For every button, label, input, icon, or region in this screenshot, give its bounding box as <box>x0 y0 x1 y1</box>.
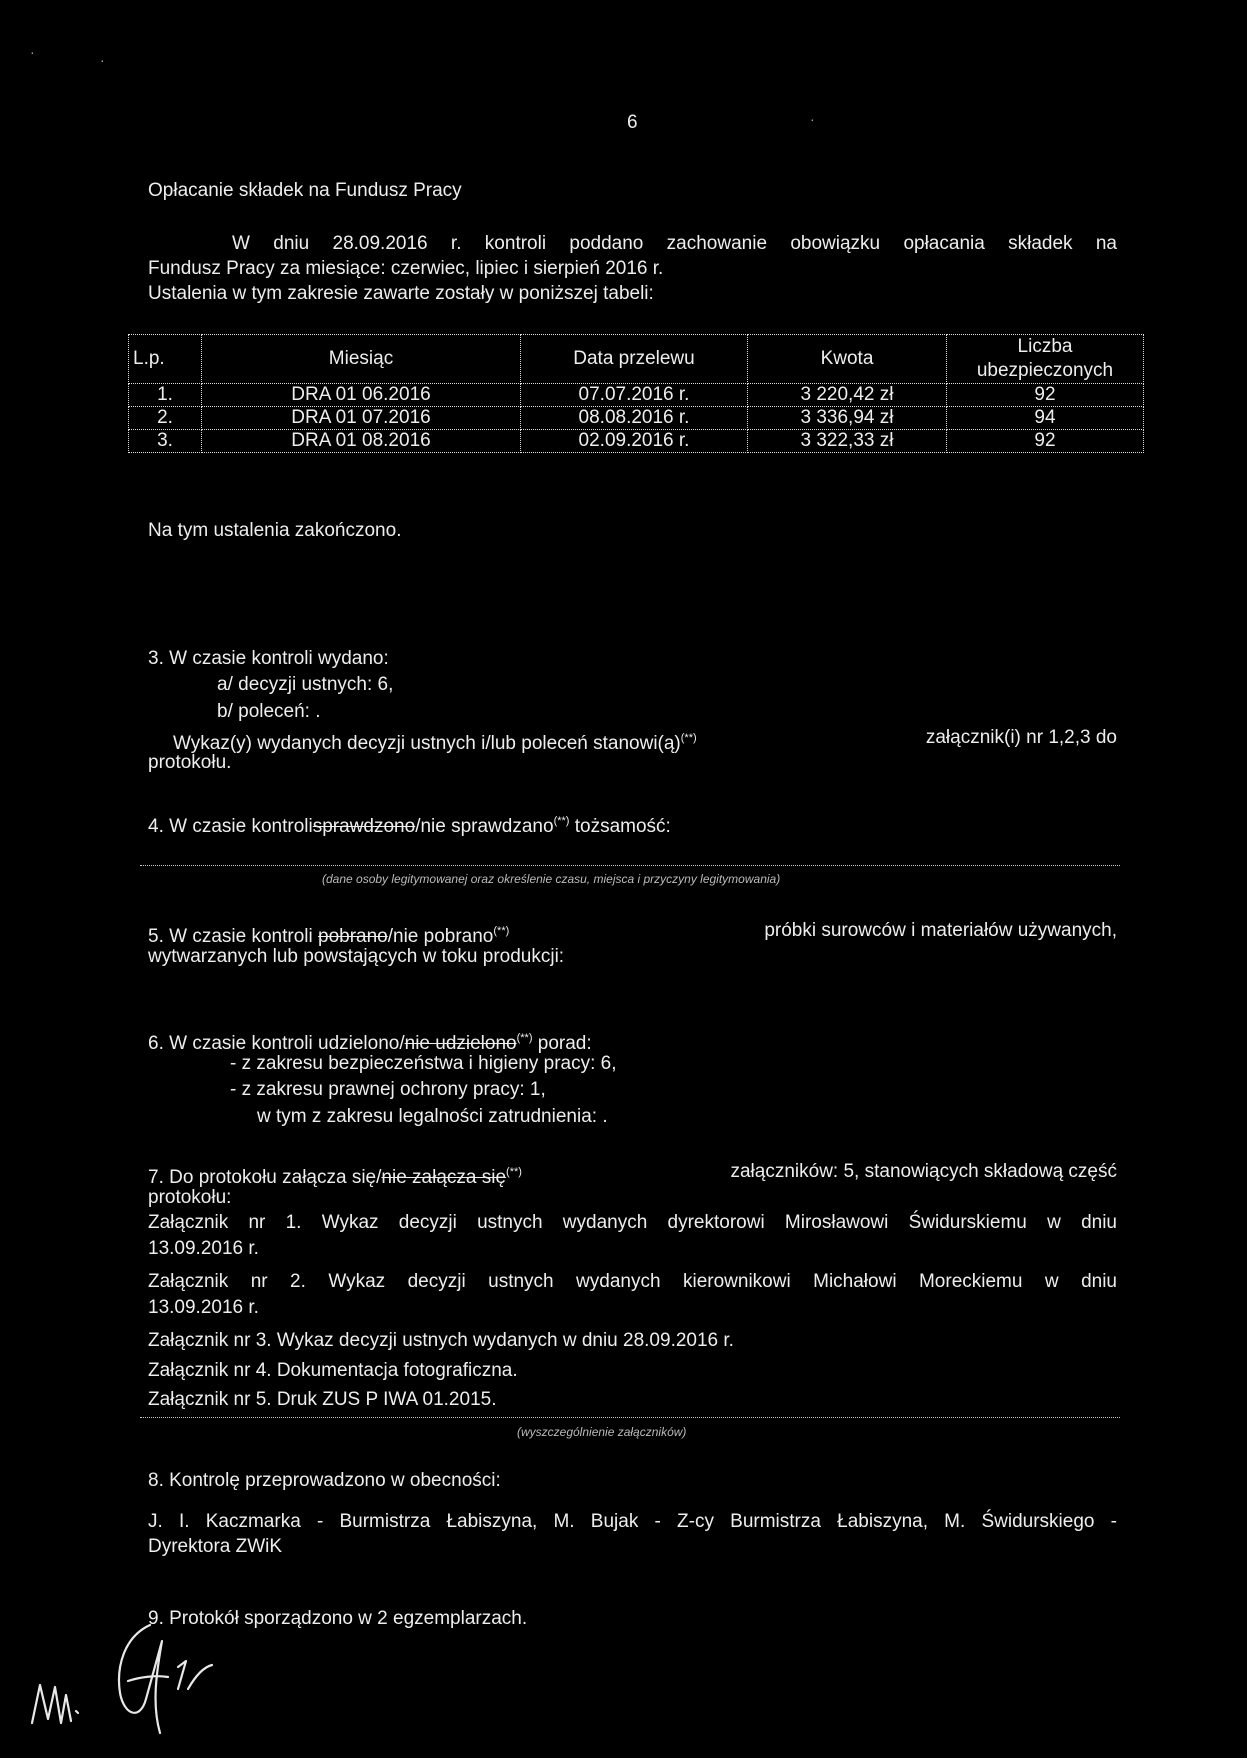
attachment-2-line-1: Załącznik nr 2. Wykaz decyzji ustnych wydanych kierownikowi Michałowi Moreckiemu w dniu <box>148 1271 1117 1292</box>
s5-line-1-c: próbki surowców i materiałów używanych, <box>764 920 1117 941</box>
s6-item-2: - z zakresu prawnej ochrony pracy: 1, <box>230 1079 546 1100</box>
s6-strikethrough: nie udzielono <box>404 1033 517 1054</box>
s4-heading-c: tożsamość: <box>569 816 671 837</box>
header-insured-line-2: ubezpieczonych <box>976 360 1114 381</box>
s7-text-a: 7. Do protokołu załącza się/ <box>148 1167 382 1188</box>
table-row <box>129 407 1144 430</box>
s6-heading-a: 6. W czasie kontroli udzielono/ <box>148 1033 405 1054</box>
attachment-5: Załącznik nr 5. Druk ZUS P IWA 01.2015. <box>148 1389 497 1410</box>
footnote-marker: (**) <box>553 815 570 827</box>
row-month: DRA 01 07.2016 <box>202 407 521 430</box>
intro-line-2: Fundusz Pracy za miesiące: czerwiec, lipiec i sierpień 2016 r. <box>148 258 664 279</box>
header-month: Miesiąc <box>202 335 521 384</box>
table-row <box>129 384 1144 407</box>
attachment-4: Załącznik nr 4. Dokumentacja fotograficzna. <box>148 1360 518 1381</box>
row-month: DRA 01 08.2016 <box>202 430 521 453</box>
s4-fill-line <box>140 865 1120 866</box>
handwritten-signature <box>28 1615 218 1740</box>
s4-heading <box>148 810 671 838</box>
s4-note: (dane osoby legitymowanej oraz określenie czasu, miejsca i przyczyny legitymowania) <box>322 872 781 886</box>
s3-list-text-a <box>173 727 697 755</box>
s5-line-1 <box>148 920 1117 948</box>
s8-line-2: Dyrektora ZWiK <box>148 1536 283 1557</box>
s6-item-1: - z zakresu bezpieczeństwa i higieny pracy: 6, <box>230 1053 617 1074</box>
s7-line-1-b: załączników: 5, stanowiących składową część <box>730 1161 1117 1182</box>
s3-item-b: b/ poleceń: . <box>217 701 321 722</box>
s3-heading: 3. W czasie kontroli wydano: <box>148 648 389 669</box>
header-date: Data przelewu <box>521 335 748 384</box>
s7-line-1-a <box>148 1161 522 1189</box>
footnote-marker: (**) <box>680 732 697 744</box>
s3-list-line-1 <box>173 727 1117 755</box>
s7-fill-line <box>140 1417 1120 1418</box>
s6-heading-b: porad: <box>532 1033 592 1054</box>
row-date: 02.09.2016 r. <box>521 430 748 453</box>
row-date: 07.07.2016 r. <box>521 384 748 407</box>
s3-list-line-2: protokołu. <box>148 752 232 773</box>
s3-list-text-b: załącznik(i) nr 1,2,3 do <box>925 727 1117 748</box>
s9-text: 9. Protokół sporządzono w 2 egzemplarzach. <box>148 1608 528 1629</box>
s7-line-1 <box>148 1161 1117 1189</box>
intro-line-3: Ustalenia w tym zakresie zawarte zostały w poniższej tabeli: <box>148 283 654 304</box>
scan-speck: · <box>100 52 105 68</box>
s5-line-1-a <box>148 920 509 948</box>
closing-text: Na tym ustalenia zakończono. <box>148 520 402 541</box>
header-amount: Kwota <box>748 335 947 384</box>
table-row <box>129 430 1144 453</box>
row-insured: 92 <box>947 384 1144 407</box>
attachment-2-line-2: 13.09.2016 r. <box>148 1297 259 1318</box>
row-amount: 3 220,42 zł <box>748 384 947 407</box>
header-insured <box>947 335 1144 384</box>
s3-list-main: Wykaz(y) wydanych decyzji ustnych i/lub poleceń stanowi(ą) <box>173 733 681 754</box>
row-insured: 92 <box>947 430 1144 453</box>
s5-strikethrough: pobrano <box>318 926 388 947</box>
intro-line-1: W dniu 28.09.2016 r. kontroli poddano zachowanie obowiązku opłacania składek na <box>232 233 1117 254</box>
row-lp: 2. <box>129 407 202 430</box>
attachment-1-line-1: Załącznik nr 1. Wykaz decyzji ustnych wydanych dyrektorowi Mirosławowi Świdurskiemu w dniu <box>148 1212 1117 1233</box>
contributions-table <box>128 334 1144 453</box>
row-amount: 3 322,33 zł <box>748 430 947 453</box>
s5-text-a: 5. W czasie kontroli <box>148 926 318 947</box>
s3-item-a: a/ decyzji ustnych: 6, <box>217 674 394 695</box>
s4-strikethrough: sprawdzono <box>312 816 416 837</box>
section-title: Opłacanie składek na Fundusz Pracy <box>148 180 462 201</box>
s4-heading-b: /nie sprawdzano <box>415 816 554 837</box>
s6-item-3: w tym z zakresu legalności zatrudnienia: . <box>257 1106 608 1127</box>
row-lp: 1. <box>129 384 202 407</box>
scan-speck: · <box>30 44 35 60</box>
footnote-marker: (**) <box>516 1032 533 1044</box>
s8-line-1: J. I. Kaczmarka - Burmistrza Łabiszyna, M. Bujak - Z-cy Burmistrza Łabiszyna, M. Świdurskiego - <box>148 1511 1117 1532</box>
row-amount: 3 336,94 zł <box>748 407 947 430</box>
row-lp: 3. <box>129 430 202 453</box>
row-date: 08.08.2016 r. <box>521 407 748 430</box>
row-insured: 94 <box>947 407 1144 430</box>
footnote-marker: (**) <box>493 925 510 937</box>
table-header-row <box>129 335 1144 384</box>
footnote-marker: (**) <box>506 1166 522 1178</box>
s7-note: (wyszczególnienie załączników) <box>517 1425 687 1439</box>
s7-line-2: protokołu: <box>148 1187 232 1208</box>
s7-strikethrough: nie załącza się <box>381 1167 507 1188</box>
attachment-3: Załącznik nr 3. Wykaz decyzji ustnych wydanych w dniu 28.09.2016 r. <box>148 1330 734 1351</box>
attachment-1-line-2: 13.09.2016 r. <box>148 1238 259 1259</box>
s5-line-2: wytwarzanych lub powstających w toku produkcji: <box>148 946 565 967</box>
page-number: 6 <box>627 112 638 133</box>
s6-heading <box>148 1027 592 1055</box>
s4-heading-a: 4. W czasie kontroli <box>148 816 313 837</box>
header-insured-line-1: Liczba <box>1017 336 1073 357</box>
row-month: DRA 01 06.2016 <box>202 384 521 407</box>
scan-speck: · <box>810 111 815 127</box>
s5-text-b: /nie pobrano <box>387 926 494 947</box>
s8-heading: 8. Kontrolę przeprowadzono w obecności: <box>148 1470 501 1491</box>
header-lp: L.p. <box>129 335 202 384</box>
